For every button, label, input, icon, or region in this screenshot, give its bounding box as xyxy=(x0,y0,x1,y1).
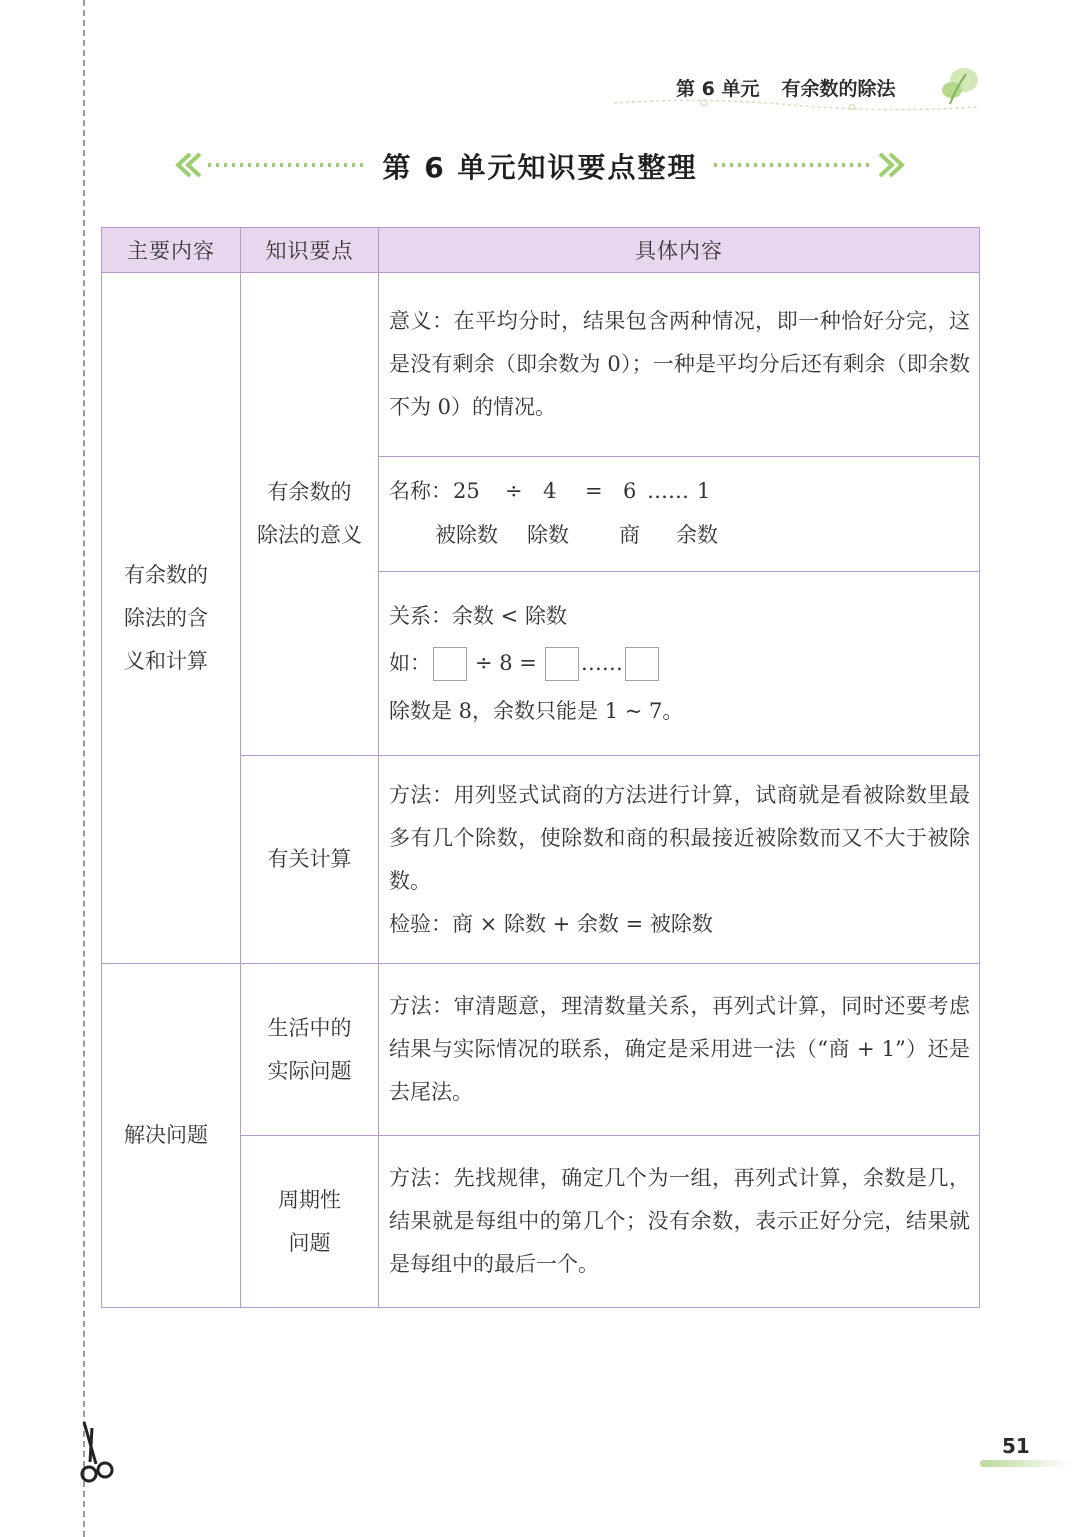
remainder-note: 除数是 8，余数只能是 1 ~ 7。 xyxy=(389,698,684,723)
remainder-value: 1 xyxy=(697,479,711,503)
scissors-icon xyxy=(72,1418,122,1488)
quotient-name: 商 xyxy=(619,523,640,547)
main-content-cell xyxy=(102,273,241,964)
knowledge-point-line: 除法的意义 xyxy=(257,523,362,547)
naming-label: 名称： xyxy=(389,479,452,503)
method-text: 方法：先找规律，确定几个为一组，再列式计算，余数是几，结果就是每组中的第几个；没有余数，表示正好分完，结果就是每组中的最后一个。 xyxy=(389,1166,970,1276)
example-line xyxy=(389,638,970,690)
page-number-bar xyxy=(980,1460,1070,1467)
example-prefix: 如： xyxy=(389,651,431,675)
topic-label: 有余数的除法 xyxy=(781,78,896,100)
double-chevron-left-icon xyxy=(170,150,370,180)
knowledge-point-cell xyxy=(241,1136,379,1308)
remainder-name: 余数 xyxy=(676,523,718,547)
detail-cell xyxy=(379,964,980,1136)
relation-text: 关系：余数 < 除数 xyxy=(389,603,567,628)
method-text: 方法：审清题意，理清数量关系，再列式计算，同时还要考虑结果与实际情况的联系，确定是采用进一法（“商 + 1”）还是去尾法。 xyxy=(389,994,970,1104)
knowledge-point-line: 实际问题 xyxy=(267,1058,352,1083)
column-header-point: 知识要点 xyxy=(241,228,379,273)
main-content-line: 有余数的 xyxy=(124,562,208,587)
method-text: 方法：用列竖式试商的方法进行计算，试商就是看被除数里最多有几个除数，使除数和商的积最接近被除数而又不大于被除数。 xyxy=(389,782,970,893)
blank-box xyxy=(545,647,579,681)
ellipsis: …… xyxy=(647,479,689,503)
main-content-line: 解决问题 xyxy=(124,1123,208,1147)
meaning-text: 意义：在平均分时，结果包含两种情况，即一种恰好分完，这是没有剩余（即余数为 0）；一种是平均分后还有剩余（即余数不为 0）的情况。 xyxy=(389,309,970,419)
header-underline-decoration xyxy=(612,95,982,115)
main-content-line: 义和计算 xyxy=(124,648,208,673)
check-text: 检验：商 × 除数 + 余数 = 被除数 xyxy=(389,911,713,936)
blank-box xyxy=(625,647,659,681)
detail-cell xyxy=(379,756,980,964)
knowledge-point-line: 有余数的 xyxy=(267,480,352,504)
knowledge-point-line: 周期性 xyxy=(278,1187,341,1212)
table-header-row xyxy=(102,228,980,273)
column-header-main: 主要内容 xyxy=(102,228,241,273)
blank-box xyxy=(433,647,467,681)
knowledge-point-line: 问题 xyxy=(288,1230,331,1255)
page-number: 51 xyxy=(1002,1434,1030,1458)
detail-cell xyxy=(379,1136,980,1308)
knowledge-point-line: 有关计算 xyxy=(267,847,352,871)
knowledge-point-cell xyxy=(241,273,379,756)
table-row xyxy=(102,273,980,457)
main-content-cell xyxy=(102,964,241,1308)
title-row xyxy=(170,140,910,192)
main-content-line: 除法的含 xyxy=(124,605,208,630)
cut-line xyxy=(83,0,85,1537)
equals-sign: = xyxy=(585,479,603,503)
knowledge-points-table xyxy=(101,227,980,1308)
dividend-name: 被除数 xyxy=(435,523,498,547)
page-title: 第 6 单元知识要点整理 xyxy=(382,151,698,184)
dividend-value: 25 xyxy=(453,479,480,503)
double-chevron-right-icon xyxy=(710,150,910,180)
divide-sign: ÷ xyxy=(505,479,523,503)
leaf-icon xyxy=(936,64,982,108)
divisor-name: 除数 xyxy=(527,523,569,547)
knowledge-point-cell xyxy=(241,756,379,964)
table-row xyxy=(102,964,980,1136)
detail-cell xyxy=(379,273,980,457)
example-division: ÷ 8 = xyxy=(475,651,537,675)
unit-label: 第 6 单元 xyxy=(676,78,760,100)
knowledge-point-cell xyxy=(241,964,379,1136)
column-header-detail: 具体内容 xyxy=(379,228,980,273)
knowledge-point-line: 生活中的 xyxy=(267,1015,352,1040)
detail-cell xyxy=(379,457,980,572)
division-naming xyxy=(389,470,970,558)
example-ellipsis: …… xyxy=(580,651,623,675)
quotient-value: 6 xyxy=(623,479,637,503)
detail-cell xyxy=(379,572,980,756)
divisor-value: 4 xyxy=(543,479,557,503)
